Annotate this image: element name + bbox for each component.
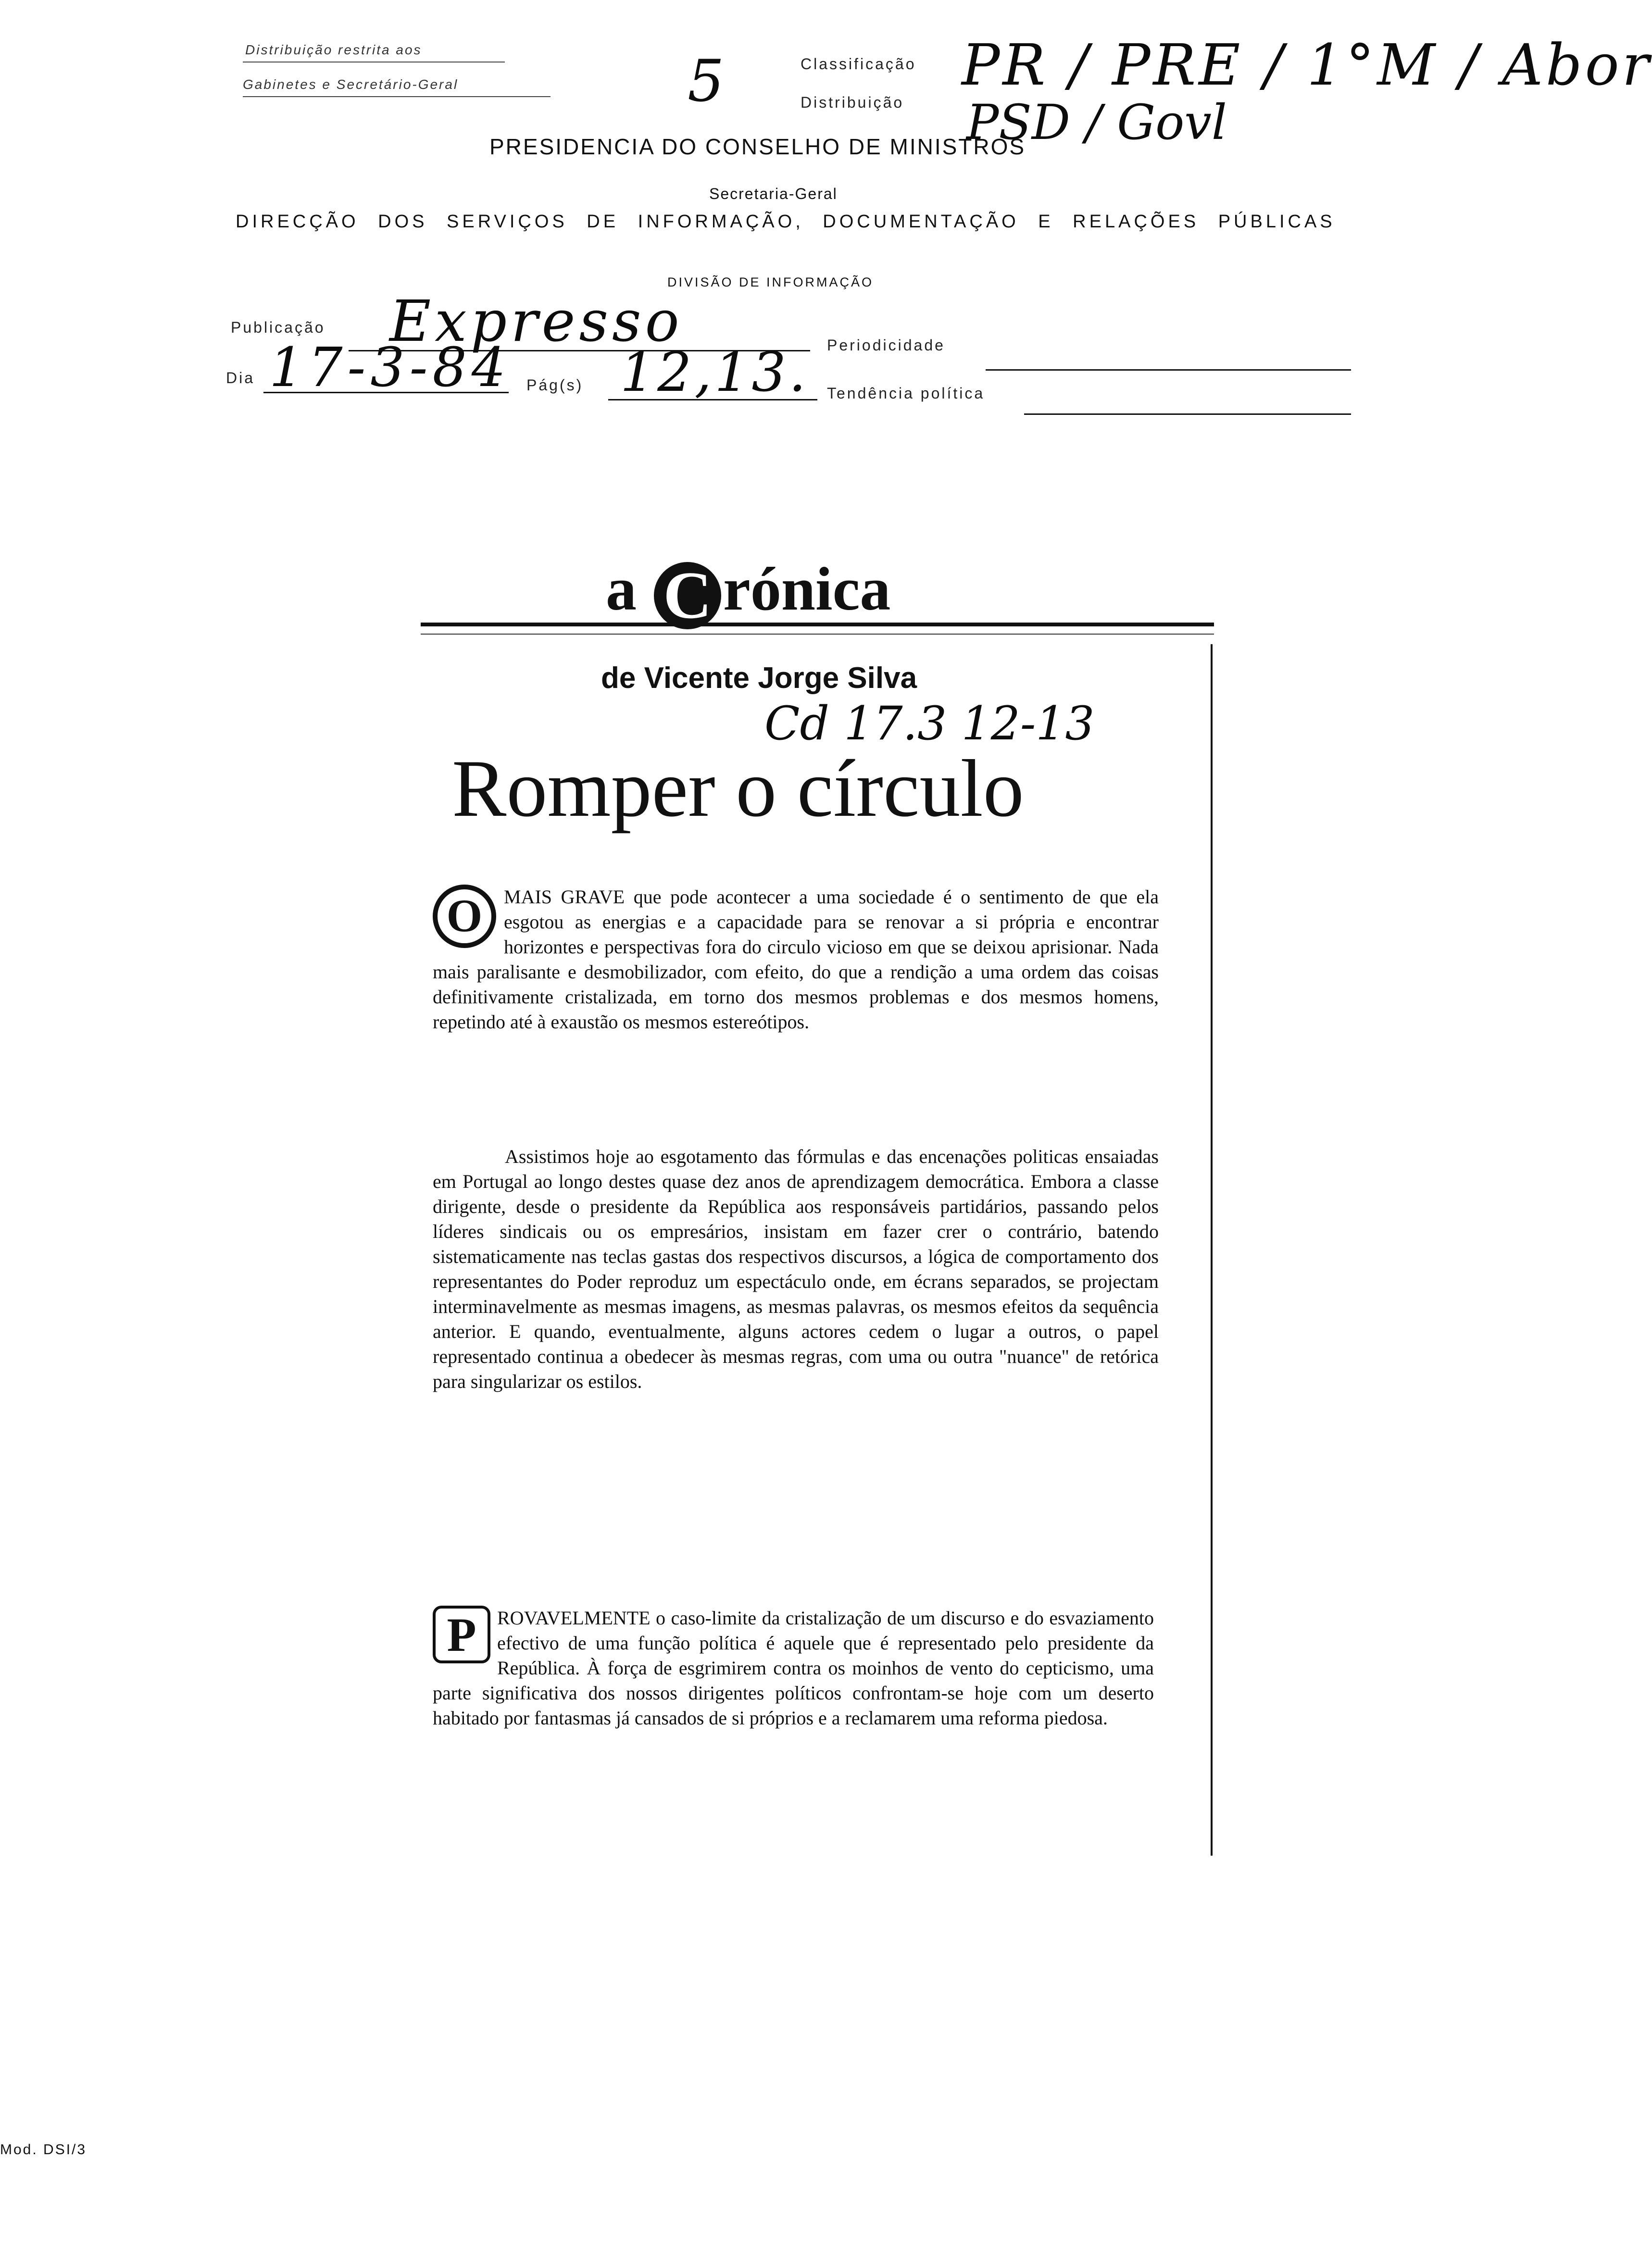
tendencia-field-line — [1024, 413, 1351, 415]
handwritten-distribution: PSD / Govl — [966, 94, 1227, 150]
handwritten-note: Cd 17.3 12-13 — [764, 697, 1095, 750]
heading-rule — [421, 623, 1214, 626]
handwritten-number: 5 — [688, 48, 725, 115]
paragraph-3-text: ROVAVELMENTE o caso-limite da cristalização de um discurso e do esvaziamento efectivo de uma função política é aquele que é representado pelo presidente da República. À força de esgrimirem contra os moinhos de vento do cepticismo, uma parte significativa dos nossos dirigentes políticos confrontam-se hoje com um deserto habitado por fantasmas já cansados de si próprios e a reclamarem uma reforma piedosa. — [433, 1607, 1154, 1729]
drop-cap-o: O — [433, 885, 496, 948]
divider-line — [243, 96, 551, 97]
divisao-line: DIVISÃO DE INFORMAÇÃO — [667, 275, 874, 289]
periodicidade-field-line — [986, 369, 1351, 371]
direccao-line: DIRECÇÃO DOS SERVIÇOS DE INFORMAÇÃO, DOCUMENTAÇÃO E RELAÇÕES PÚBLICAS — [236, 212, 1336, 232]
org-title: PRESIDENCIA DO CONSELHO DE MINISTROS — [489, 134, 1026, 159]
section-rest: rónica — [723, 555, 891, 623]
pags-label: Pág(s) — [526, 376, 584, 394]
publicacao-value: Expresso — [389, 288, 683, 354]
dia-value: 17-3-84 — [269, 337, 511, 399]
byline: de Vicente Jorge Silva — [601, 661, 917, 695]
column-rule — [1211, 644, 1213, 1856]
restricted-distribution-line1: Distribuição restrita aos — [245, 42, 422, 57]
restricted-distribution-line2: Gabinetes e Secretário-Geral — [243, 77, 459, 92]
section-heading — [606, 553, 891, 633]
publicacao-label: Publicação — [231, 319, 325, 336]
paragraph-2: Assistimos hoje ao esgotamento das fórmulas e das encenações politicas ensaiadas em Portugal ao longo destes quase dez anos de aprendizagem democrática. Embora a classe dirigente, desde o presidente da República aos responsáveis partidários, passando pelos líderes sindicais ou os empresários, insistam em fazer crer o contrário, batendo sistematicamente nas teclas gastas dos respectivos discursos, a lógica de comportamento dos representantes do Poder reproduz um espectáculo onde, em écrans separados, se projectam interminavelmente as mesmas imagens, as mesmas palavras, os mesmos efeitos da sequência anterior. E quando, eventualmente, alguns actores cedem o lugar a outros, o papel representado continua a obedecer às mesmas regras, com uma ou outra "nuance" de retórica para singularizar os estilos. — [433, 1146, 1159, 1392]
periodicidade-label: Periodicidade — [827, 337, 945, 354]
handwritten-classification: PR / PRE / 1°M / Abor — [962, 32, 1652, 98]
paragraph-3 — [433, 1606, 1154, 1731]
drop-cap-p: P — [433, 1606, 490, 1663]
paragraph-1 — [433, 885, 1159, 1035]
paragraph-1-text: MAIS GRAVE que pode acontecer a uma sociedade é o sentimento de que ela esgotou as energias e a capacidade para se renovar a si própria e encontrar horizontes e perspectivas fora do circulo vicioso em que se deixou aprisionar. Nada mais paralisante e desmobilizador, com efeito, do que a rendição a uma ordem das coisas definitivamente cristalizada, em torno dos mesmos problemas e dos mesmos homens, repetindo até à exaustão os mesmos estereótipos. — [433, 886, 1159, 1033]
classificacao-label: Classificação — [801, 55, 916, 73]
section-cap-letter: C — [654, 562, 721, 629]
form-code: Mod. DSI/3 — [0, 2142, 87, 2158]
heading-rule-thin — [421, 634, 1214, 635]
dia-label: Dia — [226, 369, 255, 387]
secretaria-geral: Secretaria-Geral — [709, 185, 838, 202]
article-title: Romper o círculo — [452, 743, 1024, 834]
distribuicao-label: Distribuição — [801, 94, 904, 111]
section-prefix: a — [606, 555, 652, 623]
pags-value: 12,13. — [620, 341, 809, 404]
tendencia-label: Tendência política — [827, 385, 985, 402]
